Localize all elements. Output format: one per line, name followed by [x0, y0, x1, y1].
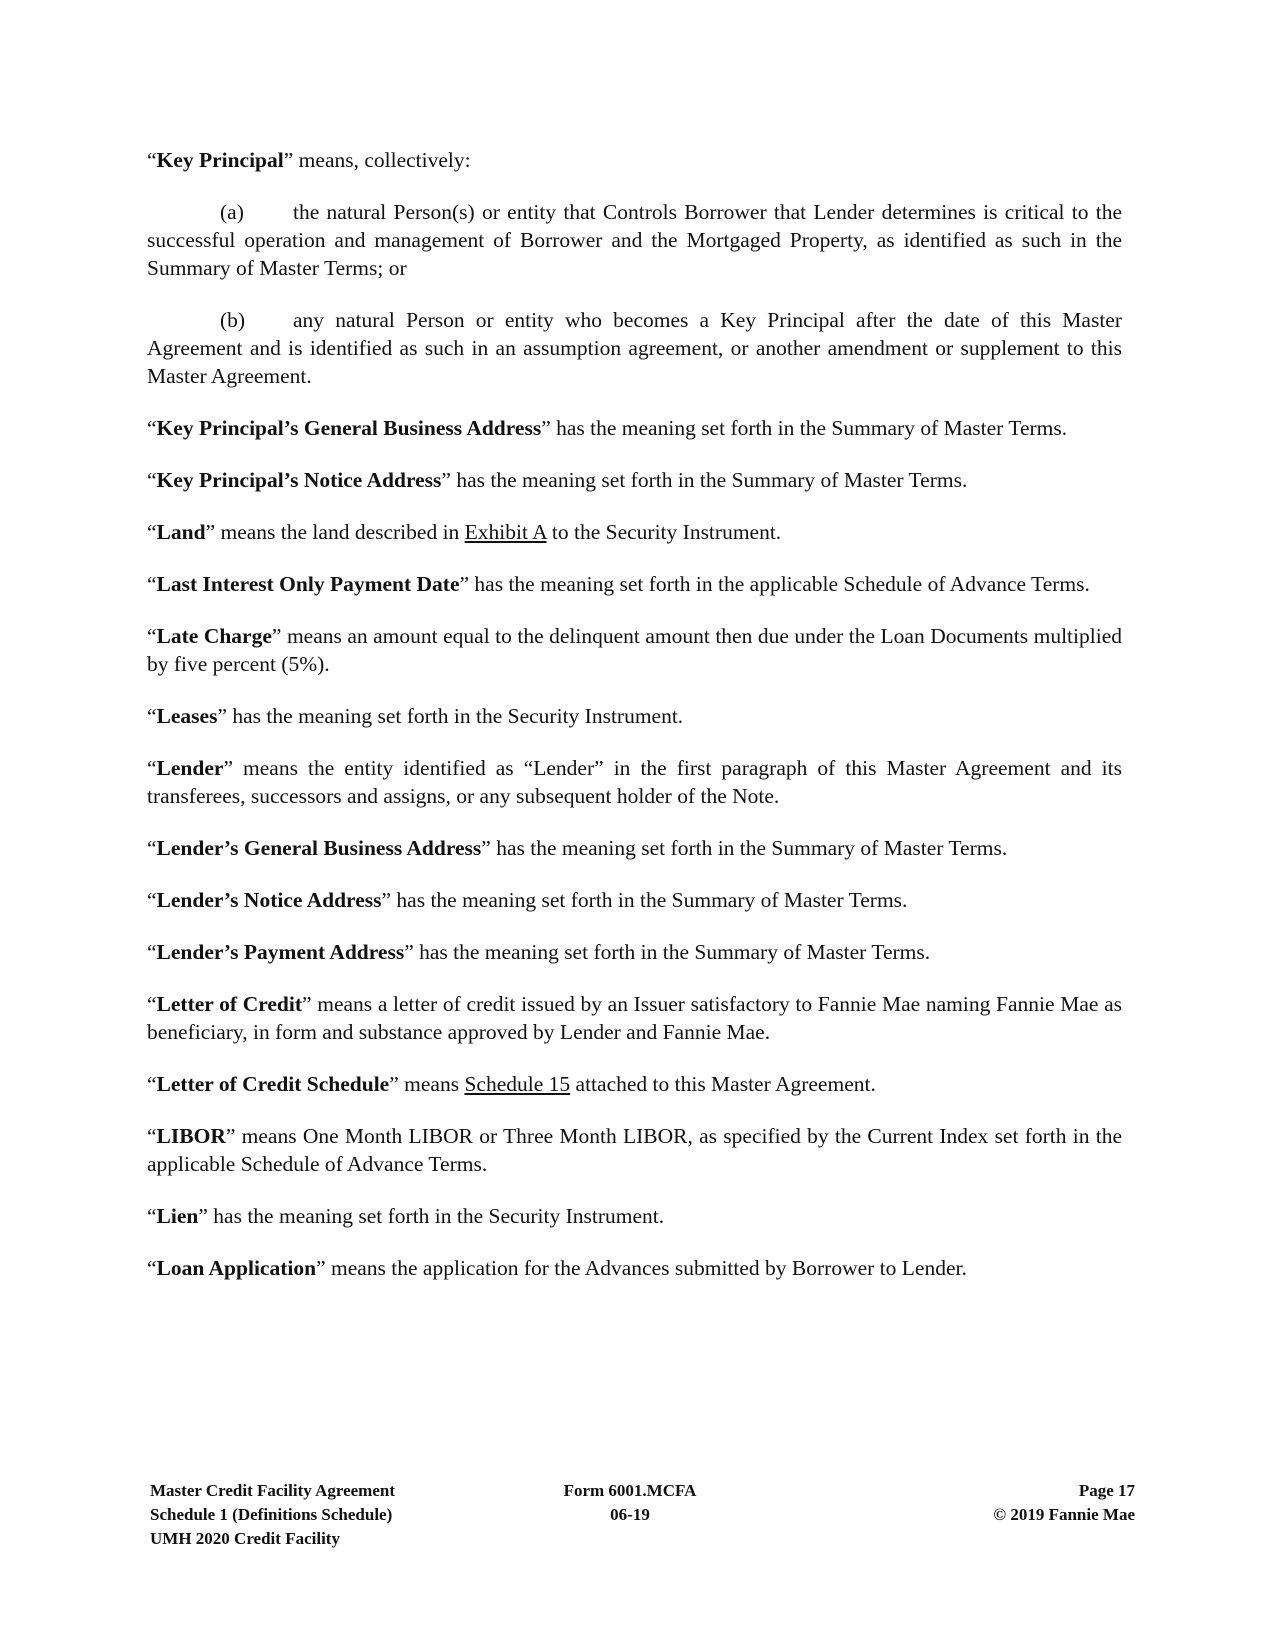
- open-quote: “: [147, 416, 157, 440]
- close-quote: ”: [205, 520, 216, 544]
- footer-facility-name: UMH 2020 Credit Facility: [150, 1529, 340, 1548]
- definition-paragraph: [147, 570, 1122, 598]
- cross-reference: Schedule 15: [464, 1072, 571, 1096]
- close-quote: ”: [441, 468, 451, 492]
- footer-copyright: © 2019 Fannie Mae: [993, 1505, 1135, 1524]
- definition-paragraph: [147, 1122, 1122, 1178]
- cross-reference: Exhibit A: [464, 520, 547, 544]
- defined-term: Land: [156, 520, 206, 544]
- close-quote: ”: [283, 148, 294, 172]
- definition-paragraph: [147, 518, 1122, 546]
- close-quote: ”: [198, 1204, 208, 1228]
- definition-paragraph: [147, 1254, 1122, 1282]
- definition-paragraph: [147, 146, 1122, 174]
- definition-text-continued: attached to this Master Agreement.: [570, 1072, 876, 1096]
- definition-text: means One Month LIBOR or Three Month LIBOR, as specified by the Current Index set forth in the applicable Schedule of Advance Terms.: [147, 1124, 1122, 1176]
- open-quote: “: [147, 1072, 157, 1096]
- close-quote: ”: [389, 1072, 399, 1096]
- open-quote: “: [147, 468, 157, 492]
- defined-term: Letter of Credit Schedule: [156, 1072, 390, 1096]
- open-quote: “: [147, 624, 157, 648]
- open-quote: “: [147, 756, 157, 780]
- close-quote: ”: [225, 1124, 236, 1148]
- open-quote: “: [147, 888, 157, 912]
- open-quote: “: [147, 1204, 157, 1228]
- defined-term: LIBOR: [156, 1124, 226, 1148]
- close-quote: ”: [316, 1256, 326, 1280]
- close-quote: ”: [481, 836, 491, 860]
- footer-form-date: 06-19: [610, 1505, 650, 1524]
- open-quote: “: [147, 940, 157, 964]
- open-quote: “: [147, 520, 157, 544]
- definition-paragraph: [147, 466, 1122, 494]
- open-quote: “: [147, 1256, 157, 1280]
- definition-text: has the meaning set forth in the Summary of Master Terms.: [550, 416, 1068, 440]
- open-quote: “: [147, 572, 157, 596]
- defined-term: Lender: [156, 756, 224, 780]
- defined-term: Lender’s General Business Address: [156, 836, 482, 860]
- defined-term: Letter of Credit: [156, 992, 303, 1016]
- close-quote: ”: [381, 888, 392, 912]
- definitions-list: [147, 146, 1122, 1306]
- definition-text-continued: to the Security Instrument.: [546, 520, 782, 544]
- definition-text: means the entity identified as “Lender” in the first paragraph of this Master Agreement and its transferees, successors and assigns, or any subsequent holder of the Note.: [147, 756, 1122, 808]
- definition-text: means: [398, 1072, 465, 1096]
- subclause-marker: (b): [220, 308, 246, 332]
- open-quote: “: [147, 704, 157, 728]
- defined-term: Late Charge: [156, 624, 272, 648]
- open-quote: “: [147, 148, 157, 172]
- definition-text: means the land described in: [215, 520, 465, 544]
- definition-paragraph: [147, 1202, 1122, 1230]
- definition-text: means the application for the Advances submitted by Borrower to Lender.: [325, 1256, 967, 1280]
- definition-paragraph: [147, 702, 1122, 730]
- close-quote: ”: [271, 624, 282, 648]
- footer-form-number: Form 6001.MCFA: [563, 1481, 697, 1500]
- defined-term: Lender’s Payment Address: [156, 940, 405, 964]
- definition-subclause: [147, 306, 1122, 390]
- defined-term: Lender’s Notice Address: [156, 888, 382, 912]
- definition-paragraph: [147, 886, 1122, 914]
- defined-term: Lien: [156, 1204, 199, 1228]
- footer-schedule-name: Schedule 1 (Definitions Schedule): [150, 1505, 393, 1524]
- close-quote: ”: [459, 572, 470, 596]
- footer-left: [150, 1479, 395, 1551]
- definition-text: has the meaning set forth in the Security Instrument.: [207, 1204, 665, 1228]
- definition-paragraph: [147, 834, 1122, 862]
- definition-text: has the meaning set forth in the Summary of Master Terms.: [490, 836, 1008, 860]
- defined-term: Last Interest Only Payment Date: [156, 572, 460, 596]
- defined-term: Key Principal: [156, 148, 284, 172]
- open-quote: “: [147, 1124, 157, 1148]
- subclause-text: any natural Person or entity who becomes a Key Principal after the date of this Master Agreement and is identified as such in an assumption agreement, or another amendment or supplement to this Master Agreement.: [147, 308, 1122, 388]
- definition-paragraph: [147, 622, 1122, 678]
- definition-paragraph: [147, 990, 1122, 1046]
- close-quote: ”: [302, 992, 312, 1016]
- definition-text: has the meaning set forth in the Security Instrument.: [227, 704, 684, 728]
- open-quote: “: [147, 992, 157, 1016]
- definition-paragraph: [147, 1070, 1122, 1098]
- definition-paragraph: [147, 414, 1122, 442]
- subclause-text: the natural Person(s) or entity that Controls Borrower that Lender determines is critical to the successful operation and management of Borrower and the Mortgaged Property, as identified as such in the Summary of Master Terms; or: [147, 200, 1122, 280]
- footer-agreement-name: Master Credit Facility Agreement: [150, 1481, 396, 1500]
- footer-right: [993, 1479, 1135, 1527]
- defined-term: Loan Application: [156, 1256, 317, 1280]
- subclause-marker: (a): [220, 200, 244, 224]
- definition-text: has the meaning set forth in the Summary of Master Terms.: [391, 888, 908, 912]
- definition-text: means, collectively:: [293, 148, 471, 172]
- definition-text: has the meaning set forth in the Summary of Master Terms.: [450, 468, 968, 492]
- definition-text: has the meaning set forth in the applicable Schedule of Advance Terms.: [469, 572, 1090, 596]
- close-quote: ”: [223, 756, 233, 780]
- definition-subclause: [147, 198, 1122, 282]
- definition-text: means an amount equal to the delinquent amount then due under the Loan Documents multiplied by five percent (5%).: [147, 624, 1122, 676]
- defined-term: Key Principal’s Notice Address: [156, 468, 442, 492]
- defined-term: Key Principal’s General Business Address: [156, 416, 542, 440]
- definition-text: has the meaning set forth in the Summary of Master Terms.: [413, 940, 931, 964]
- definition-text: means a letter of credit issued by an Issuer satisfactory to Fannie Mae naming Fannie Mae as beneficiary, in form and substance approved by Lender and Fannie Mae.: [147, 992, 1122, 1044]
- footer-page-number: Page 17: [1078, 1481, 1135, 1500]
- close-quote: ”: [217, 704, 228, 728]
- close-quote: ”: [404, 940, 414, 964]
- open-quote: “: [147, 836, 157, 860]
- footer-center: [500, 1479, 760, 1527]
- definition-paragraph: [147, 754, 1122, 810]
- definition-paragraph: [147, 938, 1122, 966]
- defined-term: Leases: [156, 704, 218, 728]
- close-quote: ”: [541, 416, 551, 440]
